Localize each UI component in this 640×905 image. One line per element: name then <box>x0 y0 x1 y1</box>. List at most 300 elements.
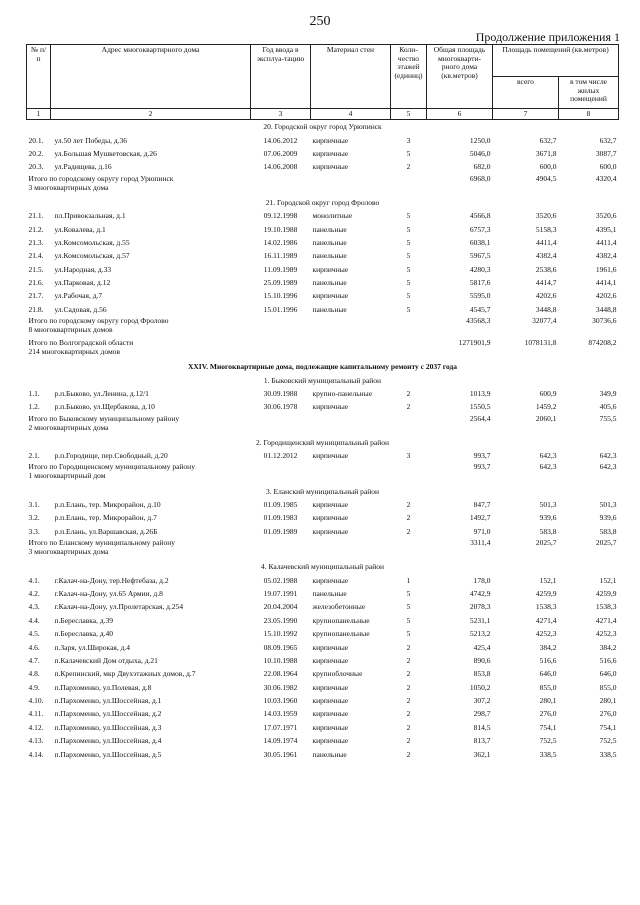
residential-area-cell: 1538,3 <box>595 602 617 612</box>
floors-cell: 5 <box>406 615 411 625</box>
table-row <box>27 303 619 316</box>
total-label-line2: 214 многоквартирных домов <box>28 347 121 357</box>
total-area-cell: 814,5 <box>473 722 491 732</box>
table-row <box>27 400 619 413</box>
address-cell: п.Пархоменко, ул.Шоссейная, д.3 <box>54 722 162 732</box>
address-cell: ул.Рабочая, д.7 <box>54 291 103 301</box>
residential-area-cell: 4259,9 <box>595 588 617 598</box>
year-cell: 14.02.1986 <box>263 237 298 247</box>
address-cell: г.Калач-на-Дону, ул.65 Армии, д.8 <box>54 588 163 598</box>
total-label <box>27 338 427 360</box>
row-number-cell: 4.13. <box>28 736 44 746</box>
material-cell: кирпичные <box>312 682 349 692</box>
total-area-cell: 993,7 <box>473 462 491 472</box>
continuation-label: Продолжение приложения 1 <box>475 30 620 44</box>
part-title: XXIV. Многоквартирные дома, подлежащие капитальному ремонту с 2037 года <box>187 362 458 372</box>
total-premises-cell: 32077,4 <box>532 316 557 326</box>
row-number-cell: 4.12. <box>28 722 44 732</box>
residential-area-cell: 939,6 <box>599 513 617 523</box>
total-label-line1: Итого по Быковскому муниципальному району <box>28 413 180 423</box>
total-row <box>27 538 619 560</box>
material-cell: кирпичные <box>312 722 349 732</box>
year-cell: 07.06.2009 <box>263 148 298 158</box>
floors-cell: 2 <box>406 513 411 523</box>
floors-cell: 2 <box>406 736 411 746</box>
floors-cell: 5 <box>406 251 411 261</box>
table-row <box>27 640 619 653</box>
table-row <box>27 587 619 600</box>
total-area-cell: 5967,5 <box>469 251 491 261</box>
row-number-cell: 1.1. <box>28 389 40 399</box>
row-number-cell: 4.2. <box>28 588 40 598</box>
row-number-cell: 21.8. <box>28 304 44 314</box>
table-row <box>27 249 619 262</box>
row-number-cell: 21.2. <box>28 224 44 234</box>
floors-cell: 5 <box>406 148 411 158</box>
year-cell: 15.10.1992 <box>263 629 298 639</box>
year-cell: 15.01.1996 <box>263 304 298 314</box>
year-cell: 22.08.1964 <box>263 669 298 679</box>
total-area-cell: 5595,0 <box>469 291 491 301</box>
residential-area-cell: 4202,6 <box>595 291 617 301</box>
premises-area-cell: 338,5 <box>539 749 557 759</box>
total-area-cell: 6757,3 <box>469 224 491 234</box>
year-cell: 23.05.1990 <box>263 615 298 625</box>
floors-cell: 2 <box>406 642 411 652</box>
premises-area-cell: 642,3 <box>539 451 557 461</box>
address-cell: г.Калач-на-Дону, тер.Нефтебаза, д.2 <box>54 575 169 585</box>
total-premises-cell: 2025,7 <box>535 537 557 547</box>
row-number-cell: 2.1. <box>28 451 40 461</box>
table-row <box>27 263 619 276</box>
total-label-line2: 3 многоквартирных дома <box>28 546 109 556</box>
material-cell: кирпичные <box>312 736 349 746</box>
residential-area-cell: 1961,6 <box>595 264 617 274</box>
total-label <box>27 414 427 436</box>
total-area-cell: 4545,7 <box>469 304 491 314</box>
floors-cell: 2 <box>406 162 411 172</box>
total-area-cell: 853,8 <box>473 669 491 679</box>
year-cell: 01.09.1985 <box>263 500 298 509</box>
residential-area-cell: 349,9 <box>599 389 617 399</box>
total-label-line2: 1 многоквартирный дом <box>28 471 106 481</box>
total-area-cell: 6038,1 <box>469 237 491 247</box>
residential-area-cell: 632,7 <box>599 135 617 145</box>
year-cell: 30.06.1982 <box>263 682 298 692</box>
table-row <box>27 721 619 734</box>
floors-cell: 2 <box>406 722 411 732</box>
row-number-cell: 4.10. <box>28 696 44 706</box>
total-label-line1: Итого по городскому округу город Урюпинск <box>28 173 174 183</box>
year-cell: 10.03.1960 <box>263 696 298 706</box>
page-number: 250 <box>309 14 331 29</box>
address-cell: р.п.Быково, ул.Ленина, д.12/1 <box>54 389 149 399</box>
row-number-cell: 21.6. <box>28 278 44 288</box>
section-row <box>27 196 619 209</box>
table-row <box>27 707 619 720</box>
floors-cell: 5 <box>406 588 411 598</box>
total-area-cell: 682,0 <box>473 162 491 172</box>
residential-area-cell: 646,0 <box>599 669 617 679</box>
section-row <box>27 560 619 573</box>
housing-table <box>26 44 619 761</box>
year-cell: 25.09.1989 <box>263 278 298 288</box>
premises-area-cell: 4411,4 <box>536 237 557 247</box>
row-number-cell: 21.7. <box>28 291 44 301</box>
header-num-8: 8 <box>559 109 619 120</box>
total-residential-cell: 755,5 <box>599 413 617 423</box>
total-premises-cell: 1078131,8 <box>524 338 557 348</box>
address-cell: п.Пархоменко, ул.Шоссейная, д.4 <box>54 736 162 746</box>
floors-cell: 3 <box>406 451 411 461</box>
material-cell: кирпичные <box>312 709 349 719</box>
material-cell: кирпичные <box>312 642 349 652</box>
year-cell: 30.05.1961 <box>263 749 298 759</box>
total-area-cell: 3311,4 <box>470 537 491 547</box>
table-row <box>27 600 619 613</box>
total-residential-cell: 642,3 <box>599 462 617 472</box>
material-cell: кирпичные <box>312 162 349 172</box>
premises-area-cell: 2538,6 <box>535 264 557 274</box>
row-number-cell: 1.2. <box>28 402 40 412</box>
material-cell: кирпичные <box>312 655 349 665</box>
address-cell: п.Береславка, д.40 <box>54 629 114 639</box>
total-row <box>27 462 619 484</box>
total-label-line1: Итого по Еланскому муниципальному району <box>28 537 175 547</box>
floors-cell: 2 <box>406 669 411 679</box>
total-premises-cell: 2060,1 <box>535 413 557 423</box>
table-row <box>27 222 619 235</box>
material-cell: кирпичные <box>312 451 349 461</box>
floors-cell: 2 <box>406 402 411 412</box>
total-label-line1: Итого по Волгоградской области <box>28 338 134 348</box>
premises-area-cell: 4202,6 <box>535 291 557 301</box>
material-cell: монолитные <box>312 211 353 221</box>
row-number-cell: 20.1. <box>28 135 44 145</box>
residential-area-cell: 3448,8 <box>595 304 617 314</box>
residential-area-cell: 4395,1 <box>595 224 617 234</box>
floors-cell: 2 <box>406 389 411 399</box>
year-cell: 14.09.1974 <box>263 736 298 746</box>
total-area-cell: 813,7 <box>473 736 491 746</box>
total-area-cell: 43568,3 <box>466 316 491 326</box>
year-cell: 01.12.2012 <box>263 451 298 461</box>
total-area-cell: 1013,9 <box>469 389 491 399</box>
header-number: № п/п <box>27 45 51 109</box>
table-row <box>27 681 619 694</box>
header-num-6: 6 <box>427 109 493 120</box>
premises-area-cell: 583,8 <box>539 526 557 536</box>
material-cell: панельные <box>312 588 347 598</box>
address-cell: п.Калачевский Дом отдыха, д.21 <box>54 655 158 665</box>
address-cell: ул.Народная, д.33 <box>54 264 112 274</box>
residential-area-cell: 338,5 <box>599 749 617 759</box>
header-num-1: 1 <box>27 109 51 120</box>
material-cell: крупнопанельные <box>312 629 370 639</box>
total-label <box>27 538 427 560</box>
premises-area-cell: 152,1 <box>539 575 557 585</box>
residential-area-cell: 4414,1 <box>595 278 617 288</box>
row-number-cell: 21.5. <box>28 264 44 274</box>
row-number-cell: 4.4. <box>28 615 40 625</box>
material-cell: крупнопанельные <box>312 615 370 625</box>
year-cell: 10.10.1988 <box>263 655 298 665</box>
total-label-line2: 3 многоквартирных дома <box>28 182 109 192</box>
row-number-cell: 4.7. <box>28 655 40 665</box>
address-cell: ул.50 лет Победы, д.36 <box>54 135 128 145</box>
total-label-line1: Итого по городскому округу город Фролово <box>28 316 169 326</box>
residential-area-cell: 4271,4 <box>595 615 617 625</box>
residential-area-cell: 276,0 <box>599 709 617 719</box>
year-cell: 19.07.1991 <box>263 588 298 598</box>
table-row <box>27 654 619 667</box>
total-area-cell: 4566,8 <box>469 211 491 221</box>
residential-area-cell: 152,1 <box>599 575 617 585</box>
total-area-cell: 993,7 <box>473 451 491 461</box>
material-cell: кирпичные <box>312 402 349 412</box>
address-cell: пл.Привокзальная, д.1 <box>54 211 126 221</box>
total-premises-cell: 4904,5 <box>535 173 557 183</box>
row-number-cell: 4.3. <box>28 602 40 612</box>
row-number-cell: 3.3. <box>28 526 40 536</box>
year-cell: 14.06.2008 <box>263 162 298 172</box>
floors-cell: 5 <box>406 629 411 639</box>
table-row <box>27 747 619 760</box>
premises-area-cell: 1459,2 <box>535 402 557 412</box>
residential-area-cell: 3520,6 <box>595 211 617 221</box>
total-area-cell: 307,2 <box>473 696 491 706</box>
row-number-cell: 4.9. <box>28 682 40 692</box>
residential-area-cell: 405,6 <box>599 402 617 412</box>
total-residential-cell: 4320,4 <box>595 173 617 183</box>
header-address: Адрес многоквартирного дома <box>51 45 251 109</box>
table-row <box>27 160 619 173</box>
section-title: 4. Калачевский муниципальный район <box>261 562 384 572</box>
header-num-7: 7 <box>493 109 559 120</box>
address-cell: р.п.Быково, ул.Щербакова, д.10 <box>54 402 155 412</box>
premises-area-cell: 5158,3 <box>535 224 557 234</box>
total-area-cell: 1271901,9 <box>458 338 491 348</box>
material-cell: кирпичные <box>312 135 349 145</box>
total-label-line2: 8 многоквартирных домов <box>28 325 113 335</box>
table-row <box>27 209 619 222</box>
total-area-cell: 362,1 <box>473 749 491 759</box>
year-cell: 30.09.1988 <box>263 389 298 399</box>
header-premises-total: всего <box>493 77 559 109</box>
total-area-cell: 4280,3 <box>469 264 491 274</box>
premises-area-cell: 3520,6 <box>535 211 557 221</box>
header-wall-material: Материал стен <box>311 45 391 109</box>
premises-area-cell: 4271,4 <box>535 615 557 625</box>
total-row <box>27 174 619 196</box>
year-cell: 08.09.1965 <box>263 642 298 652</box>
premises-area-cell: 752,5 <box>539 736 557 746</box>
table-row <box>27 133 619 146</box>
residential-area-cell: 600,0 <box>599 162 617 172</box>
floors-cell: 2 <box>406 709 411 719</box>
address-cell: ул.Комсомольская, д.57 <box>54 251 130 261</box>
row-number-cell: 20.2. <box>28 148 44 158</box>
header-total-area: Общая площадь многокварти-рного дома (кв.метров) <box>427 45 493 109</box>
row-number-cell: 4.6. <box>28 642 40 652</box>
premises-area-cell: 4382,4 <box>535 251 557 261</box>
premises-area-cell: 384,2 <box>539 642 557 652</box>
total-area-cell: 2564,4 <box>469 413 491 423</box>
material-cell: панельные <box>312 749 347 759</box>
section-title: 3. Еланский муниципальный район <box>266 486 379 496</box>
table-row <box>27 614 619 627</box>
address-cell: ул.Ковалева, д.1 <box>54 224 106 234</box>
section-title: 1. Быковский муниципальный район <box>263 375 382 385</box>
total-area-cell: 5046,0 <box>469 148 491 158</box>
residential-area-cell: 4411,4 <box>596 237 617 247</box>
premises-area-cell: 276,0 <box>539 709 557 719</box>
row-number-cell: 20.3. <box>28 162 44 172</box>
year-cell: 19.10.1988 <box>263 224 298 234</box>
total-area-cell: 5231,1 <box>469 615 491 625</box>
floors-cell: 1 <box>406 575 411 585</box>
address-cell: п.Пархоменко, ул.Шоссейная, д.1 <box>54 696 162 706</box>
total-row <box>27 338 619 360</box>
address-cell: ул.Комсомольская, д.55 <box>54 237 130 247</box>
residential-area-cell: 4252,3 <box>595 629 617 639</box>
premises-area-cell: 632,7 <box>539 135 557 145</box>
total-area-cell: 5817,6 <box>469 278 491 288</box>
row-number-cell: 4.11. <box>28 709 44 719</box>
material-cell: панельные <box>312 304 347 314</box>
premises-area-cell: 646,0 <box>539 669 557 679</box>
total-area-cell: 6968,0 <box>469 173 491 183</box>
material-cell: крупноблочные <box>312 669 363 679</box>
section-title: 2. Городищенский муниципальный район <box>256 437 389 447</box>
header-floors: Коли-чество этажей (единиц) <box>391 45 427 109</box>
floors-cell: 3 <box>406 135 411 145</box>
total-area-cell: 4742,9 <box>469 588 491 598</box>
table-header <box>27 45 619 120</box>
premises-area-cell: 501,3 <box>539 500 557 509</box>
material-cell: кирпичные <box>312 526 349 536</box>
year-cell: 01.09.1983 <box>263 513 298 523</box>
floors-cell: 5 <box>406 264 411 274</box>
material-cell: панельные <box>312 278 347 288</box>
table-body <box>27 120 619 761</box>
table-row <box>27 525 619 538</box>
residential-area-cell: 752,5 <box>599 736 617 746</box>
address-cell: г.Калач-на-Дону, ул.Пролетарская, д.254 <box>54 602 184 612</box>
material-cell: кирпичные <box>312 575 349 585</box>
table-row <box>27 667 619 680</box>
table-row <box>27 694 619 707</box>
material-cell: железобетонные <box>312 602 366 612</box>
total-premises-cell: 642,3 <box>539 462 557 472</box>
total-label <box>27 316 427 338</box>
floors-cell: 2 <box>406 682 411 692</box>
material-cell: кирпичные <box>312 291 349 301</box>
address-cell: ул.Большая Мушкетовская, д.26 <box>54 148 157 158</box>
residential-area-cell: 754,1 <box>599 722 617 732</box>
total-area-cell: 1550,5 <box>469 402 491 412</box>
premises-area-cell: 4259,9 <box>535 588 557 598</box>
residential-area-cell: 855,0 <box>599 682 617 692</box>
premises-area-cell: 1538,3 <box>535 602 557 612</box>
material-cell: панельные <box>312 251 347 261</box>
premises-area-cell: 280,1 <box>539 696 557 706</box>
address-cell: п.Пархоменко, ул.Шоссейная, д.2 <box>54 709 162 719</box>
year-cell: 15.10.1996 <box>263 291 298 301</box>
address-cell: р.п.Елань, тер. Микрорайон, д.7 <box>54 513 157 523</box>
premises-area-cell: 939,6 <box>539 513 557 523</box>
row-number-cell: 4.14. <box>28 749 44 759</box>
year-cell: 17.07.1971 <box>263 722 298 732</box>
floors-cell: 2 <box>406 655 411 665</box>
table-row <box>27 147 619 160</box>
total-area-cell: 971,0 <box>473 526 491 536</box>
material-cell: крупно-панельные <box>312 389 373 399</box>
floors-cell: 2 <box>406 696 411 706</box>
residential-area-cell: 516,6 <box>599 655 617 665</box>
table-row <box>27 387 619 400</box>
residential-area-cell: 4382,4 <box>595 251 617 261</box>
row-number-cell: 4.5. <box>28 629 40 639</box>
address-cell: р.п.Елань, ул.Варшавская, д.26Б <box>54 526 158 536</box>
floors-cell: 5 <box>406 211 411 221</box>
total-residential-cell: 2025,7 <box>595 537 617 547</box>
part-heading-row <box>27 360 619 373</box>
total-label <box>27 174 427 196</box>
floors-cell: 5 <box>406 602 411 612</box>
header-premises-area: Площадь помещений (кв.метров) <box>493 45 619 77</box>
address-cell: ул.Парковая, д.12 <box>54 278 111 288</box>
total-row <box>27 316 619 338</box>
premises-area-cell: 3448,8 <box>535 304 557 314</box>
address-cell: р.п.Городище, пер.Свободный, д.20 <box>54 451 168 461</box>
total-area-cell: 298,7 <box>473 709 491 719</box>
premises-area-cell: 4252,3 <box>535 629 557 639</box>
address-cell: п.Пархоменко, ул.Полевая, д.8 <box>54 682 152 692</box>
address-cell: п.Заря, ул.Широкая, д.4 <box>54 642 131 652</box>
address-cell: р.п.Елань, тер. Микрорайон, д.10 <box>54 500 161 509</box>
header-num-5: 5 <box>391 109 427 120</box>
residential-area-cell: 642,3 <box>599 451 617 461</box>
section-row <box>27 484 619 497</box>
section-row <box>27 436 619 449</box>
section-title: 20. Городской округ город Урюпинск <box>263 122 382 132</box>
floors-cell: 2 <box>406 526 411 536</box>
premises-area-cell: 4414,7 <box>535 278 557 288</box>
year-cell: 09.12.1998 <box>263 211 298 221</box>
floors-cell: 5 <box>406 237 411 247</box>
total-row <box>27 414 619 436</box>
header-num-2: 2 <box>51 109 251 120</box>
total-area-cell: 178,0 <box>473 575 491 585</box>
row-number-cell: 21.4. <box>28 251 44 261</box>
material-cell: кирпичные <box>312 500 349 509</box>
material-cell: панельные <box>312 224 347 234</box>
total-label-line2: 2 многоквартирных дома <box>28 422 109 432</box>
address-cell: п.Береславка, д.39 <box>54 615 114 625</box>
residential-area-cell: 583,8 <box>599 526 617 536</box>
floors-cell: 2 <box>406 749 411 759</box>
residential-area-cell: 3087,7 <box>595 148 617 158</box>
address-cell: п.Крепинский, мкр Двухэтажных домов, д.7 <box>54 669 196 679</box>
total-area-cell: 1050,2 <box>469 682 491 692</box>
row-number-cell: 3.2. <box>28 513 40 523</box>
floors-cell: 5 <box>406 304 411 314</box>
header-premises-residential: в том числе жилых помещений <box>559 77 619 109</box>
section-row <box>27 373 619 386</box>
address-cell: ул.Радищева, д.16 <box>54 162 112 172</box>
section-title: 21. Городской округ город Фролово <box>265 197 380 207</box>
